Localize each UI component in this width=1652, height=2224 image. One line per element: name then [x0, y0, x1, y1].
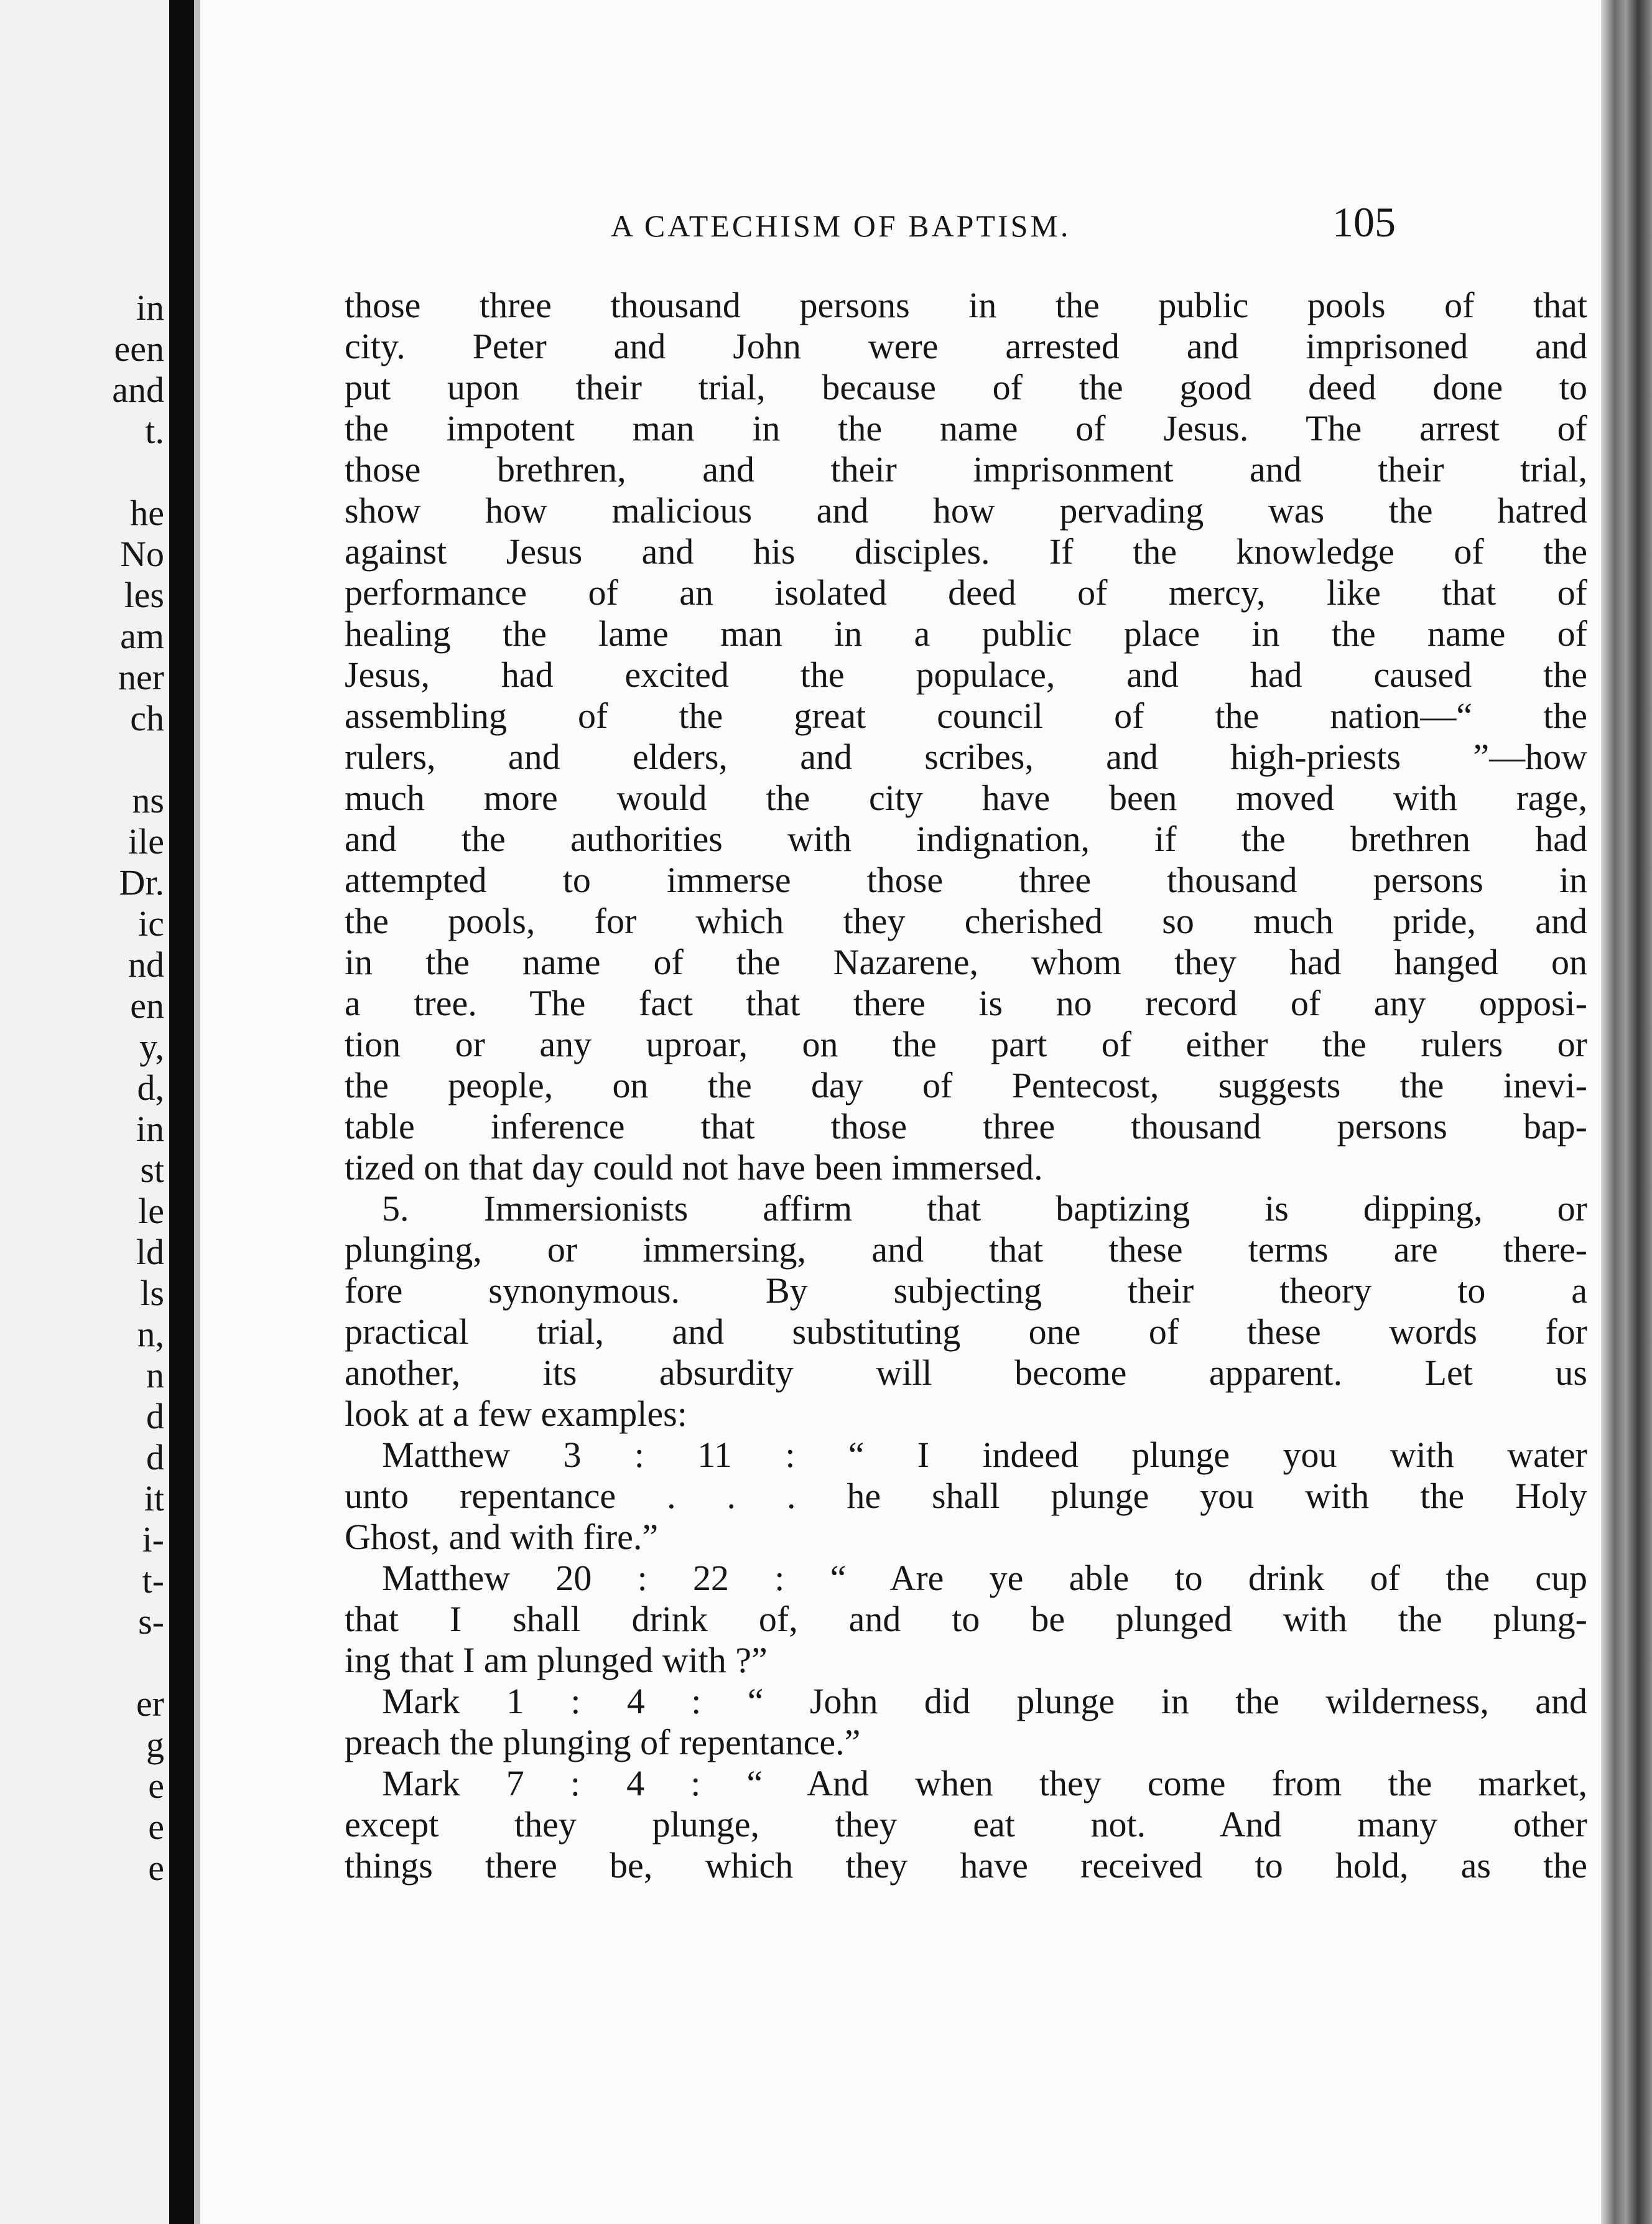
facing-page-fragment: Dr.	[119, 862, 164, 903]
book-page	[200, 0, 1601, 2224]
text-line: and the authorities with indignation, if the brethren had	[345, 819, 1587, 859]
facing-page-fragment: t-	[142, 1560, 164, 1601]
text-line: performance of an isolated deed of mercy, like that of	[345, 572, 1587, 613]
facing-page-fragment: ile	[128, 821, 164, 862]
body-text	[345, 285, 1587, 1886]
facing-page-fragment: ls	[140, 1273, 164, 1313]
text-line: look at a few examples:	[345, 1393, 687, 1434]
text-line: rulers, and elders, and scribes, and high-priests ”—how	[345, 737, 1587, 777]
text-line: assembling of the great council of the nation—“ the	[345, 696, 1587, 736]
text-line: that I shall drink of, and to be plunged with the plung-	[345, 1599, 1587, 1639]
page-header	[200, 198, 1601, 266]
facing-page-fragment: en	[130, 985, 164, 1026]
running-title: A CATECHISM OF BAPTISM.	[611, 208, 1071, 243]
facing-page-fragment: in	[136, 1109, 164, 1149]
facing-page-fragment: and	[112, 370, 164, 410]
facing-page-fragment: d	[146, 1437, 164, 1477]
facing-page-fragment: d	[146, 1396, 164, 1436]
text-line: Mark 7 : 4 : “ And when they come from the market,	[382, 1763, 1587, 1803]
text-line: fore synonymous. By subjecting their theory to a	[345, 1270, 1587, 1311]
facing-page-fragment: g	[146, 1724, 164, 1765]
text-line: table inference that those three thousand persons bap-	[345, 1106, 1587, 1147]
facing-page-fragment: ic	[138, 903, 164, 944]
text-line: Jesus, had excited the populace, and had caused the	[345, 654, 1587, 695]
text-line: those three thousand persons in the public pools of that	[345, 285, 1587, 325]
text-line: Mark 1 : 4 : “ John did plunge in the wilderness, and	[382, 1681, 1587, 1721]
text-line: tion or any uproar, on the part of either the rulers or	[345, 1024, 1587, 1064]
facing-page-fragment: nd	[128, 944, 164, 985]
text-line: tized on that day could not have been immersed.	[345, 1147, 1043, 1188]
text-line: preach the plunging of repentance.”	[345, 1722, 861, 1762]
text-line: 5. Immersionists affirm that baptizing is dipping, or	[382, 1188, 1587, 1229]
facing-page-fragment: he	[130, 493, 164, 533]
page-stack-edge	[1601, 0, 1652, 2224]
facing-page-fragment: e	[148, 1848, 164, 1888]
facing-page-fragment: t.	[145, 411, 164, 451]
facing-page-fragment: er	[136, 1683, 164, 1724]
text-line: show how malicious and how pervading was the hatred	[345, 490, 1587, 531]
facing-page-fragment: i-	[142, 1519, 164, 1560]
text-line: a tree. The fact that there is no record of any opposi-	[345, 983, 1587, 1023]
facing-page-fragments	[0, 287, 169, 1889]
facing-page-fragment	[0, 1642, 169, 1683]
text-line: plunging, or immersing, and that these terms are there-	[345, 1229, 1587, 1270]
text-line: practical trial, and substituting one of these words for	[345, 1311, 1587, 1352]
text-line: Ghost, and with fire.”	[345, 1517, 659, 1557]
facing-page-strip	[0, 0, 169, 2224]
text-line: ing that I am plunged with ?”	[345, 1640, 768, 1680]
facing-page-fragment: in	[136, 287, 164, 328]
text-line: another, its absurdity will become apparent. Let us	[345, 1352, 1587, 1393]
gutter-edge	[194, 0, 200, 2224]
text-line: against Jesus and his disciples. If the knowledge of the	[345, 531, 1587, 572]
facing-page-fragment: les	[124, 575, 164, 615]
facing-page-fragment: No	[120, 534, 164, 574]
text-line: Matthew 3 : 11 : “ I indeed plunge you with water	[382, 1435, 1587, 1475]
facing-page-fragment: y,	[139, 1026, 164, 1067]
facing-page-fragment: d,	[137, 1068, 164, 1108]
facing-page-fragment: een	[114, 328, 164, 369]
facing-page-fragment: am	[120, 616, 164, 656]
text-line: the impotent man in the name of Jesus. The arrest of	[345, 408, 1587, 449]
facing-page-fragment: e	[148, 1766, 164, 1806]
facing-page-fragment: ns	[132, 780, 164, 821]
text-line: the pools, for which they cherished so much pride, and	[345, 901, 1587, 941]
facing-page-fragment: le	[138, 1191, 164, 1231]
text-line: in the name of the Nazarene, whom they had hanged on	[345, 942, 1587, 982]
text-line: healing the lame man in a public place in the name of	[345, 613, 1587, 654]
facing-page-fragment: ner	[118, 657, 164, 697]
facing-page-fragment: s-	[138, 1601, 164, 1642]
facing-page-fragment: e	[148, 1807, 164, 1847]
facing-page-fragment: ld	[136, 1232, 164, 1272]
text-line: those brethren, and their imprisonment and their trial,	[345, 449, 1587, 490]
facing-page-fragment	[0, 452, 169, 493]
text-line: Matthew 20 : 22 : “ Are ye able to drink of the cup	[382, 1558, 1587, 1598]
book-gutter	[169, 0, 194, 2224]
facing-page-fragment: st	[140, 1150, 164, 1190]
facing-page-fragment: ch	[130, 698, 164, 738]
facing-page-fragment: it	[144, 1478, 164, 1519]
text-line: much more would the city have been moved with rage,	[345, 778, 1587, 818]
facing-page-fragment: n	[146, 1355, 164, 1395]
facing-page-fragment	[0, 739, 169, 780]
page-number: 105	[1332, 198, 1396, 246]
text-line: unto repentance . . . he shall plunge you with the Holy	[345, 1476, 1587, 1516]
text-line: except they plunge, they eat not. And many other	[345, 1804, 1587, 1845]
facing-page-fragment: n,	[137, 1314, 164, 1354]
text-line: attempted to immerse those three thousand persons in	[345, 860, 1587, 900]
text-line: put upon their trial, because of the good deed done to	[345, 367, 1587, 407]
text-line: things there be, which they have received to hold, as the	[345, 1845, 1587, 1886]
text-line: city. Peter and John were arrested and imprisoned and	[345, 326, 1587, 366]
text-line: the people, on the day of Pentecost, suggests the inevi-	[345, 1065, 1587, 1105]
